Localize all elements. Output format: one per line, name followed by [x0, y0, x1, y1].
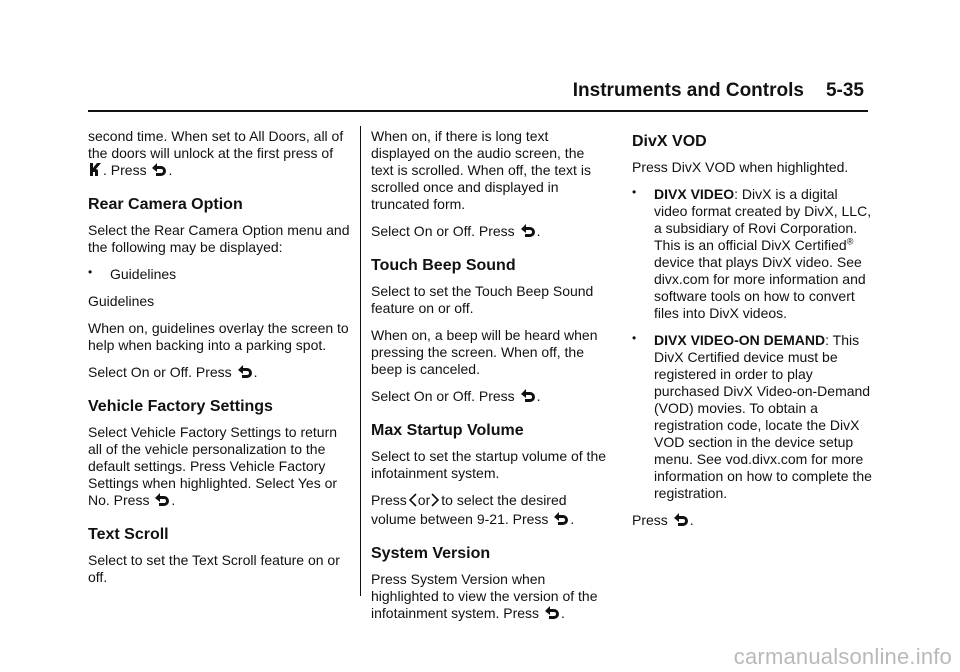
section-title: Instruments and Controls — [572, 80, 804, 101]
back-arrow-icon — [553, 512, 569, 530]
page-number: 5-35 — [825, 80, 864, 101]
bullet-list — [632, 186, 872, 502]
watermark: carmanualsonline.info — [733, 644, 952, 669]
list-item: • DIVX VIDEO: DivX is a digital video format created by DivX, LLC, a subsidiary of Rovi Corporation. This is an official DivX Certified® device that plays DivX video. See divx.com for more information and software tools on how to convert files into DivX videos. — [632, 185, 872, 321]
chevron-left-icon — [408, 493, 417, 511]
back-arrow-icon — [673, 513, 689, 531]
column-2 — [371, 128, 607, 634]
paragraph: Select On or Off. Press . — [371, 388, 607, 407]
heading-factory-settings: Vehicle Factory Settings — [88, 398, 273, 415]
heading-divx-vod: DivX VOD — [632, 133, 707, 150]
bullet-icon: • — [88, 265, 93, 279]
back-arrow-icon — [520, 389, 536, 407]
paragraph: Select to set the Touch Beep Sound feature on or off. — [371, 283, 594, 316]
paragraph: Select On or Off. Press . — [371, 223, 607, 242]
back-arrow-icon — [154, 493, 170, 511]
paragraph: When on, a beep will be heard when pressing the screen. When off, the beep is canceled. — [371, 327, 598, 377]
heading-text-scroll: Text Scroll — [88, 526, 169, 543]
back-arrow-icon — [544, 606, 560, 624]
bullet-icon: • — [632, 185, 637, 199]
column-1 — [88, 128, 350, 596]
back-arrow-icon — [151, 163, 167, 181]
header-rule — [88, 110, 868, 112]
paragraph: Press . — [632, 512, 872, 531]
bullet-icon: • — [632, 331, 637, 345]
paragraph: Select On or Off. Press . — [88, 364, 350, 383]
list-item: • DIVX VIDEO-ON DEMAND: This DivX Certified device must be registered in order to play purchased DivX Video-on-Demand (VOD) movies. To obtain a registration code, locate the DivX VOD section in the device setup menu. See vod.divx.com for more information on how to complete the registration. — [632, 331, 872, 501]
list-item: • Guidelines — [88, 265, 177, 282]
paragraph: Press DivX VOD when highlighted. — [632, 159, 849, 175]
chevron-right-icon — [431, 493, 440, 511]
back-arrow-icon — [237, 365, 253, 383]
column-divider — [360, 126, 361, 596]
paragraph: Select to set the startup volume of the infotainment system. — [371, 448, 607, 481]
header-title — [573, 80, 864, 102]
paragraph: second time. When set to All Doors, all of the doors will unlock at the first press of . Press . — [88, 128, 350, 181]
paragraph: When on, if there is long text displayed on the audio screen, the text is scrolled. When off, the text is scrolled once and displayed in truncated form. — [371, 128, 591, 212]
paragraph: Select to set the Text Scroll feature on or off. — [88, 552, 340, 585]
home-key-icon — [89, 163, 102, 181]
bullet-list — [88, 266, 350, 283]
heading-rear-camera: Rear Camera Option — [88, 196, 243, 213]
heading-touch-beep: Touch Beep Sound — [371, 257, 516, 274]
back-arrow-icon — [520, 224, 536, 242]
paragraph: Press or to select the desired volume between 9-21. Press . — [371, 492, 607, 530]
paragraph: Press System Version when highlighted to view the version of the infotainment system. Press . — [371, 571, 607, 624]
heading-system-version: System Version — [371, 545, 491, 562]
paragraph: When on, guidelines overlay the screen to help when backing into a parking spot. — [88, 320, 349, 353]
paragraph: Select the Rear Camera Option menu and the following may be displayed: — [88, 222, 350, 255]
column-3 — [632, 128, 872, 541]
paragraph: Select Vehicle Factory Settings to return all of the vehicle personalization to the default settings. Press Vehicle Factory Settings when highlighted. Select Yes or No. Press . — [88, 424, 350, 511]
heading-max-volume: Max Startup Volume — [371, 422, 524, 439]
subheading-guidelines: Guidelines — [88, 293, 155, 309]
